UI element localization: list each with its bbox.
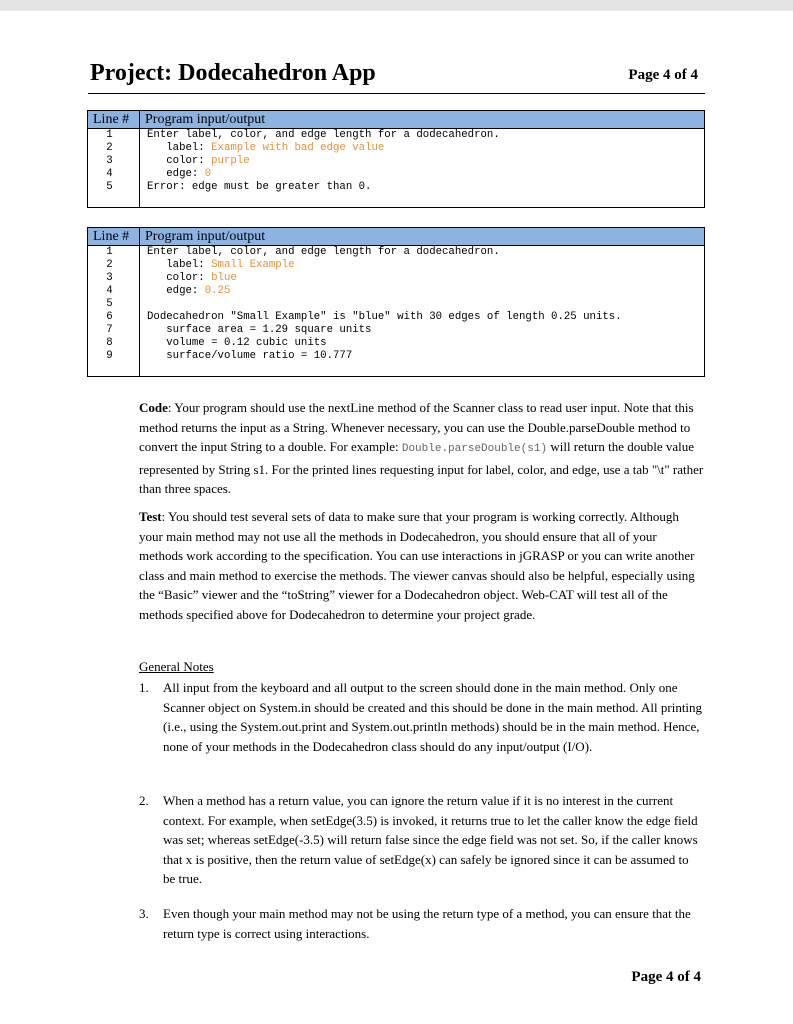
io-table-1 [87, 110, 705, 208]
line-number: 2 [106, 142, 113, 154]
line-number: 1 [106, 129, 113, 141]
code-text-2: will return the double value represented by String s1. For the printed lines requesting input for label, color, and edge, use a tab "\t" rather than three spaces. [139, 439, 704, 497]
program-output-text: Enter label, color, and edge length for a dodecahedron. [147, 129, 500, 141]
note-number: 2. [139, 793, 149, 808]
test-label: Test [139, 509, 162, 524]
io-line [140, 129, 704, 142]
note-item [139, 678, 704, 756]
user-input-text: Example with bad edge value [211, 142, 385, 154]
note-number: 3. [139, 906, 149, 921]
note-text: Even though your main method may not be using the return type of a method, you can ensure that the return type is correct using interactions. [163, 906, 691, 941]
line-number: 3 [106, 155, 113, 167]
line-number: 7 [106, 324, 113, 336]
io-line [140, 272, 704, 285]
line-number: 3 [106, 272, 113, 284]
line-number [88, 363, 139, 376]
program-output-text: color: [147, 272, 212, 284]
line-numbers-column [88, 246, 140, 376]
program-output-text: surface area = 1.29 square units [147, 324, 372, 336]
program-output-text: Error: edge must be greater than 0. [147, 181, 372, 193]
io-line [140, 285, 704, 298]
program-io-column [140, 129, 704, 207]
program-output-text: label: [147, 142, 212, 154]
line-number: 1 [106, 246, 113, 258]
code-example: Double.parseDouble(s1) [401, 443, 548, 456]
line-number-header: Line # [88, 228, 140, 245]
table-body [88, 246, 704, 376]
line-number: 6 [106, 311, 113, 323]
table-body [88, 129, 704, 207]
io-line [140, 298, 704, 311]
header-divider [88, 93, 705, 94]
table-header [88, 111, 704, 129]
user-input-text: 0.25 [204, 285, 231, 297]
io-line [140, 337, 704, 350]
line-number: 5 [106, 181, 113, 193]
line-number: 9 [106, 350, 113, 362]
page-footer: Page 4 of 4 [631, 969, 701, 985]
io-line [140, 363, 704, 376]
io-table-2 [87, 227, 705, 377]
code-text-1: : Your program should use the nextLine method of the Scanner class to read user input. Note that this method returns the input as a String. Whenever necessary, you can use the Double.parseDouble method to convert the input String to a double. For example: [139, 400, 694, 455]
line-number: 4 [106, 168, 113, 180]
program-output-text: color: [147, 155, 212, 167]
page-indicator: Page 4 of 4 [628, 67, 698, 83]
table-header [88, 228, 704, 246]
io-line [140, 311, 704, 324]
user-input-text: Small Example [211, 259, 295, 271]
note-text: All input from the keyboard and all output to the screen should done in the main method. Only one Scanner object on System.in should be created and this should be done in the main method. All printing (i.e., using the System.out.print and System.out.println methods) should be in the main method. Hence, none of your methods in the Dodecahedron class should do any input/output (I/O). [163, 680, 703, 754]
io-line [140, 246, 704, 259]
program-io-header: Program input/output [145, 112, 266, 127]
program-output-text: edge: [147, 285, 205, 297]
line-number: 4 [106, 285, 113, 297]
user-input-text: 0 [204, 168, 212, 180]
test-paragraph [139, 507, 704, 625]
note-item [139, 904, 704, 943]
line-number-header: Line # [88, 111, 140, 128]
code-label: Code [139, 400, 168, 415]
test-text: : You should test several sets of data to make sure that your program is working correctly. Although your main method may not use all the methods in Dodecahedron, you should ensure that all of your methods work according to the specification. You can use interactions in jGRASP or you can write another class and main method to exercise the methods. The viewer canvas should also be helpful, especially using the “Basic” viewer and the “toString” viewer for a Dodecahedron object. Web-CAT will test all of the methods specified above for Dodecahedron to determine your project grade. [139, 509, 695, 622]
line-number: 2 [106, 259, 113, 271]
user-input-text: purple [211, 155, 250, 167]
line-number [88, 194, 139, 207]
line-number: 8 [106, 337, 113, 349]
note-text: When a method has a return value, you can ignore the return value if it is no interest in the current context. For example, when setEdge(3.5) is invoked, it returns true to let the caller know the edge field was set; whereas setEdge(-3.5) will return false since the edge field was not set. So, if the caller knows that x is positive, then the return value of setEdge(x) can safely be ignored since it can be assumed to be true. [163, 793, 698, 887]
program-output-text: volume = 0.12 cubic units [147, 337, 327, 349]
general-notes-title: General Notes [139, 659, 214, 674]
io-line [140, 142, 704, 155]
note-number: 1. [139, 680, 149, 695]
io-line [140, 155, 704, 168]
io-line [140, 259, 704, 272]
io-line [140, 168, 704, 181]
program-io-header: Program input/output [145, 229, 266, 244]
program-output-text: surface/volume ratio = 10.777 [147, 350, 353, 362]
io-line [140, 181, 704, 194]
code-paragraph [139, 398, 704, 499]
program-output-text: edge: [147, 168, 205, 180]
io-line [140, 194, 704, 207]
line-numbers-column [88, 129, 140, 207]
user-input-text: blue [211, 272, 237, 284]
io-line [140, 350, 704, 363]
top-bar [0, 0, 793, 11]
program-output-text: label: [147, 259, 212, 271]
line-number: 5 [106, 298, 113, 310]
page-title: Project: Dodecahedron App [90, 60, 376, 86]
program-output-text: Dodecahedron "Small Example" is "blue" with 30 edges of length 0.25 units. [147, 311, 622, 323]
note-item [139, 791, 704, 889]
program-output-text: Enter label, color, and edge length for a dodecahedron. [147, 246, 500, 258]
io-line [140, 324, 704, 337]
program-io-column [140, 246, 704, 376]
